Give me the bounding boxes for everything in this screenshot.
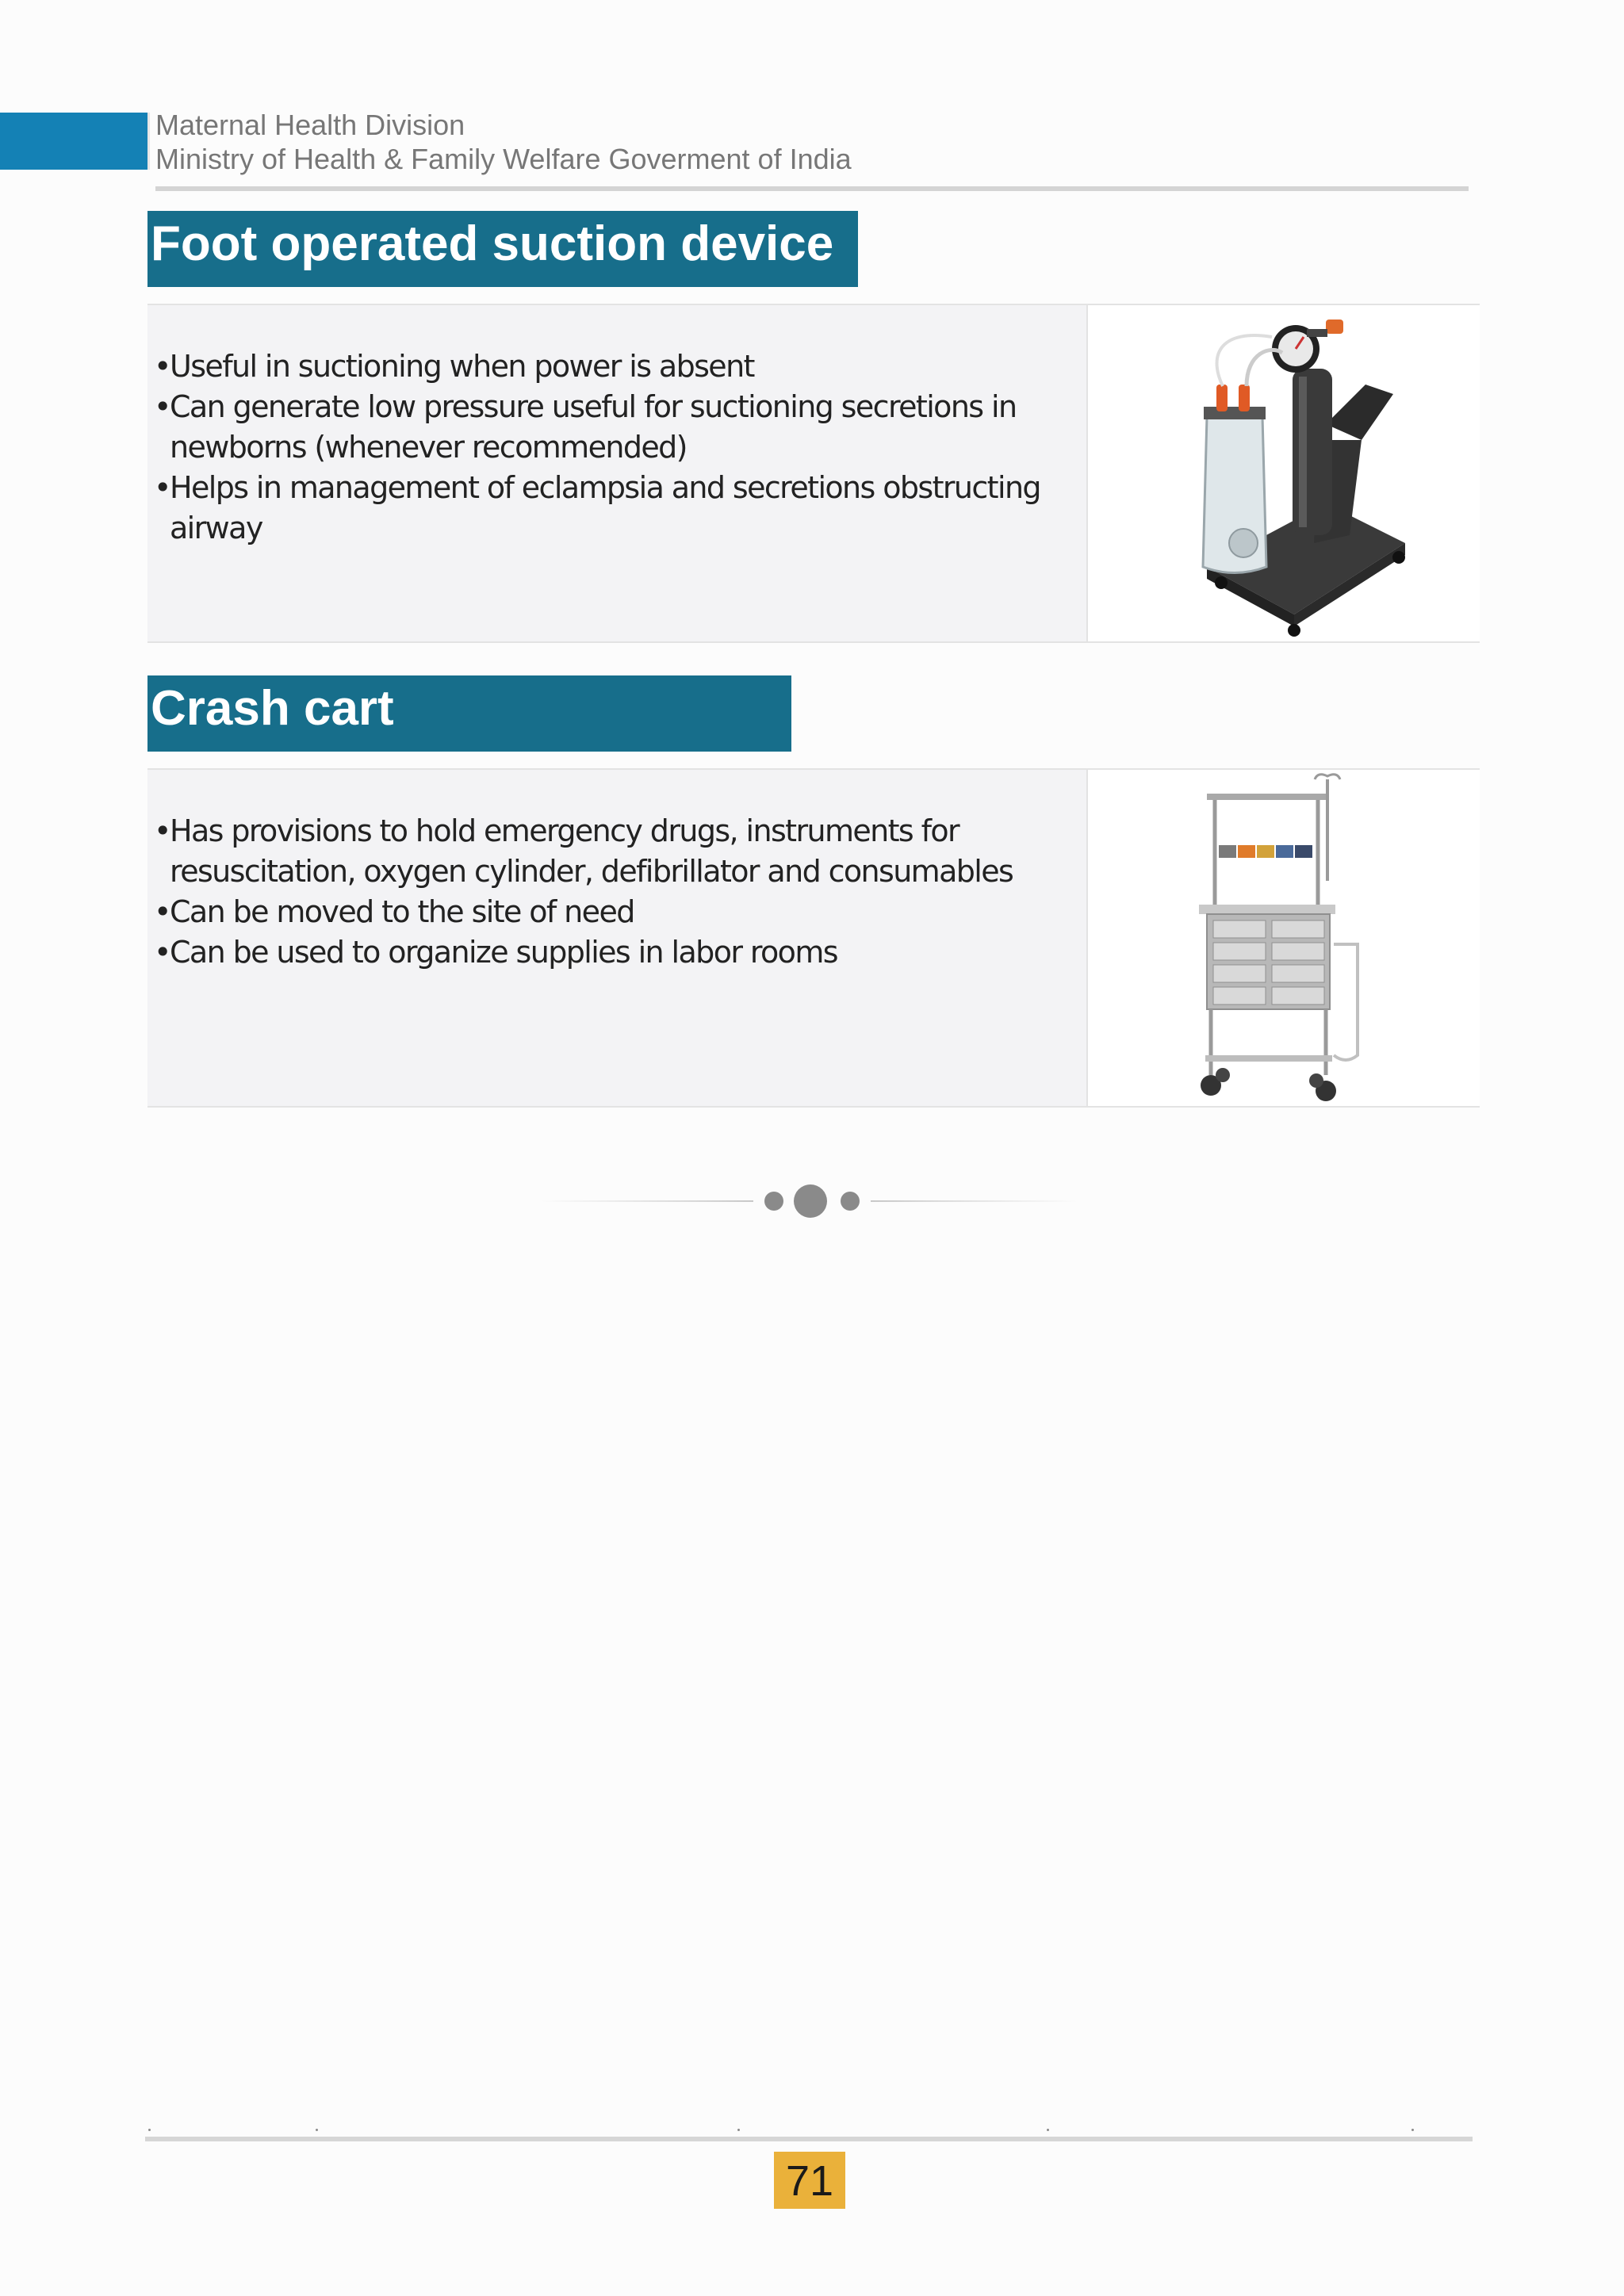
suction-device-image (1088, 305, 1480, 641)
bullet-item: • Helps in management of eclampsia and secretions obstructing airway (154, 468, 1086, 549)
bullet-item: • Can be moved to the site of need (154, 892, 1086, 932)
crash-cart-bullet-list (154, 811, 1086, 973)
bullet-item: • Can be used to organize supplies in labor rooms (154, 932, 1086, 973)
footer-dot (1411, 2129, 1414, 2131)
header-ministry-name: Ministry of Health & Family Welfare Goverment of India (155, 143, 852, 175)
footer-dot (316, 2129, 318, 2131)
section-title-crash-cart: Crash cart (147, 675, 791, 752)
divider-ornament (539, 1181, 1078, 1221)
suction-device-bullet-list (154, 346, 1086, 549)
header-accent-bar (0, 113, 147, 170)
section-title-suction-device: Foot operated suction device (147, 211, 858, 287)
bullet-item: • Useful in suctioning when power is absent (154, 346, 1086, 387)
bullet-item: • Has provisions to hold emergency drugs, instruments for resuscitation, oxygen cylinder, defibrillator and consumables (154, 811, 1086, 892)
page-number: 71 (774, 2152, 845, 2209)
footer-dot (737, 2129, 740, 2131)
bullet-item: • Can generate low pressure useful for suctioning secretions in newborns (whenever recommended) (154, 387, 1086, 468)
foot-suction-device-photo (1088, 305, 1480, 641)
crash-cart-description (147, 770, 1088, 1106)
suction-device-card (147, 304, 1480, 643)
header-rule (155, 186, 1469, 191)
header-divider (147, 113, 150, 170)
footer-dot (148, 2129, 151, 2131)
suction-device-description (147, 305, 1088, 641)
crash-cart-image (1088, 770, 1480, 1106)
header-division-name: Maternal Health Division (155, 109, 465, 141)
crash-cart-photo (1088, 770, 1480, 1106)
crash-cart-card (147, 768, 1480, 1108)
footer-rule (145, 2137, 1473, 2141)
footer-dot (1047, 2129, 1049, 2131)
